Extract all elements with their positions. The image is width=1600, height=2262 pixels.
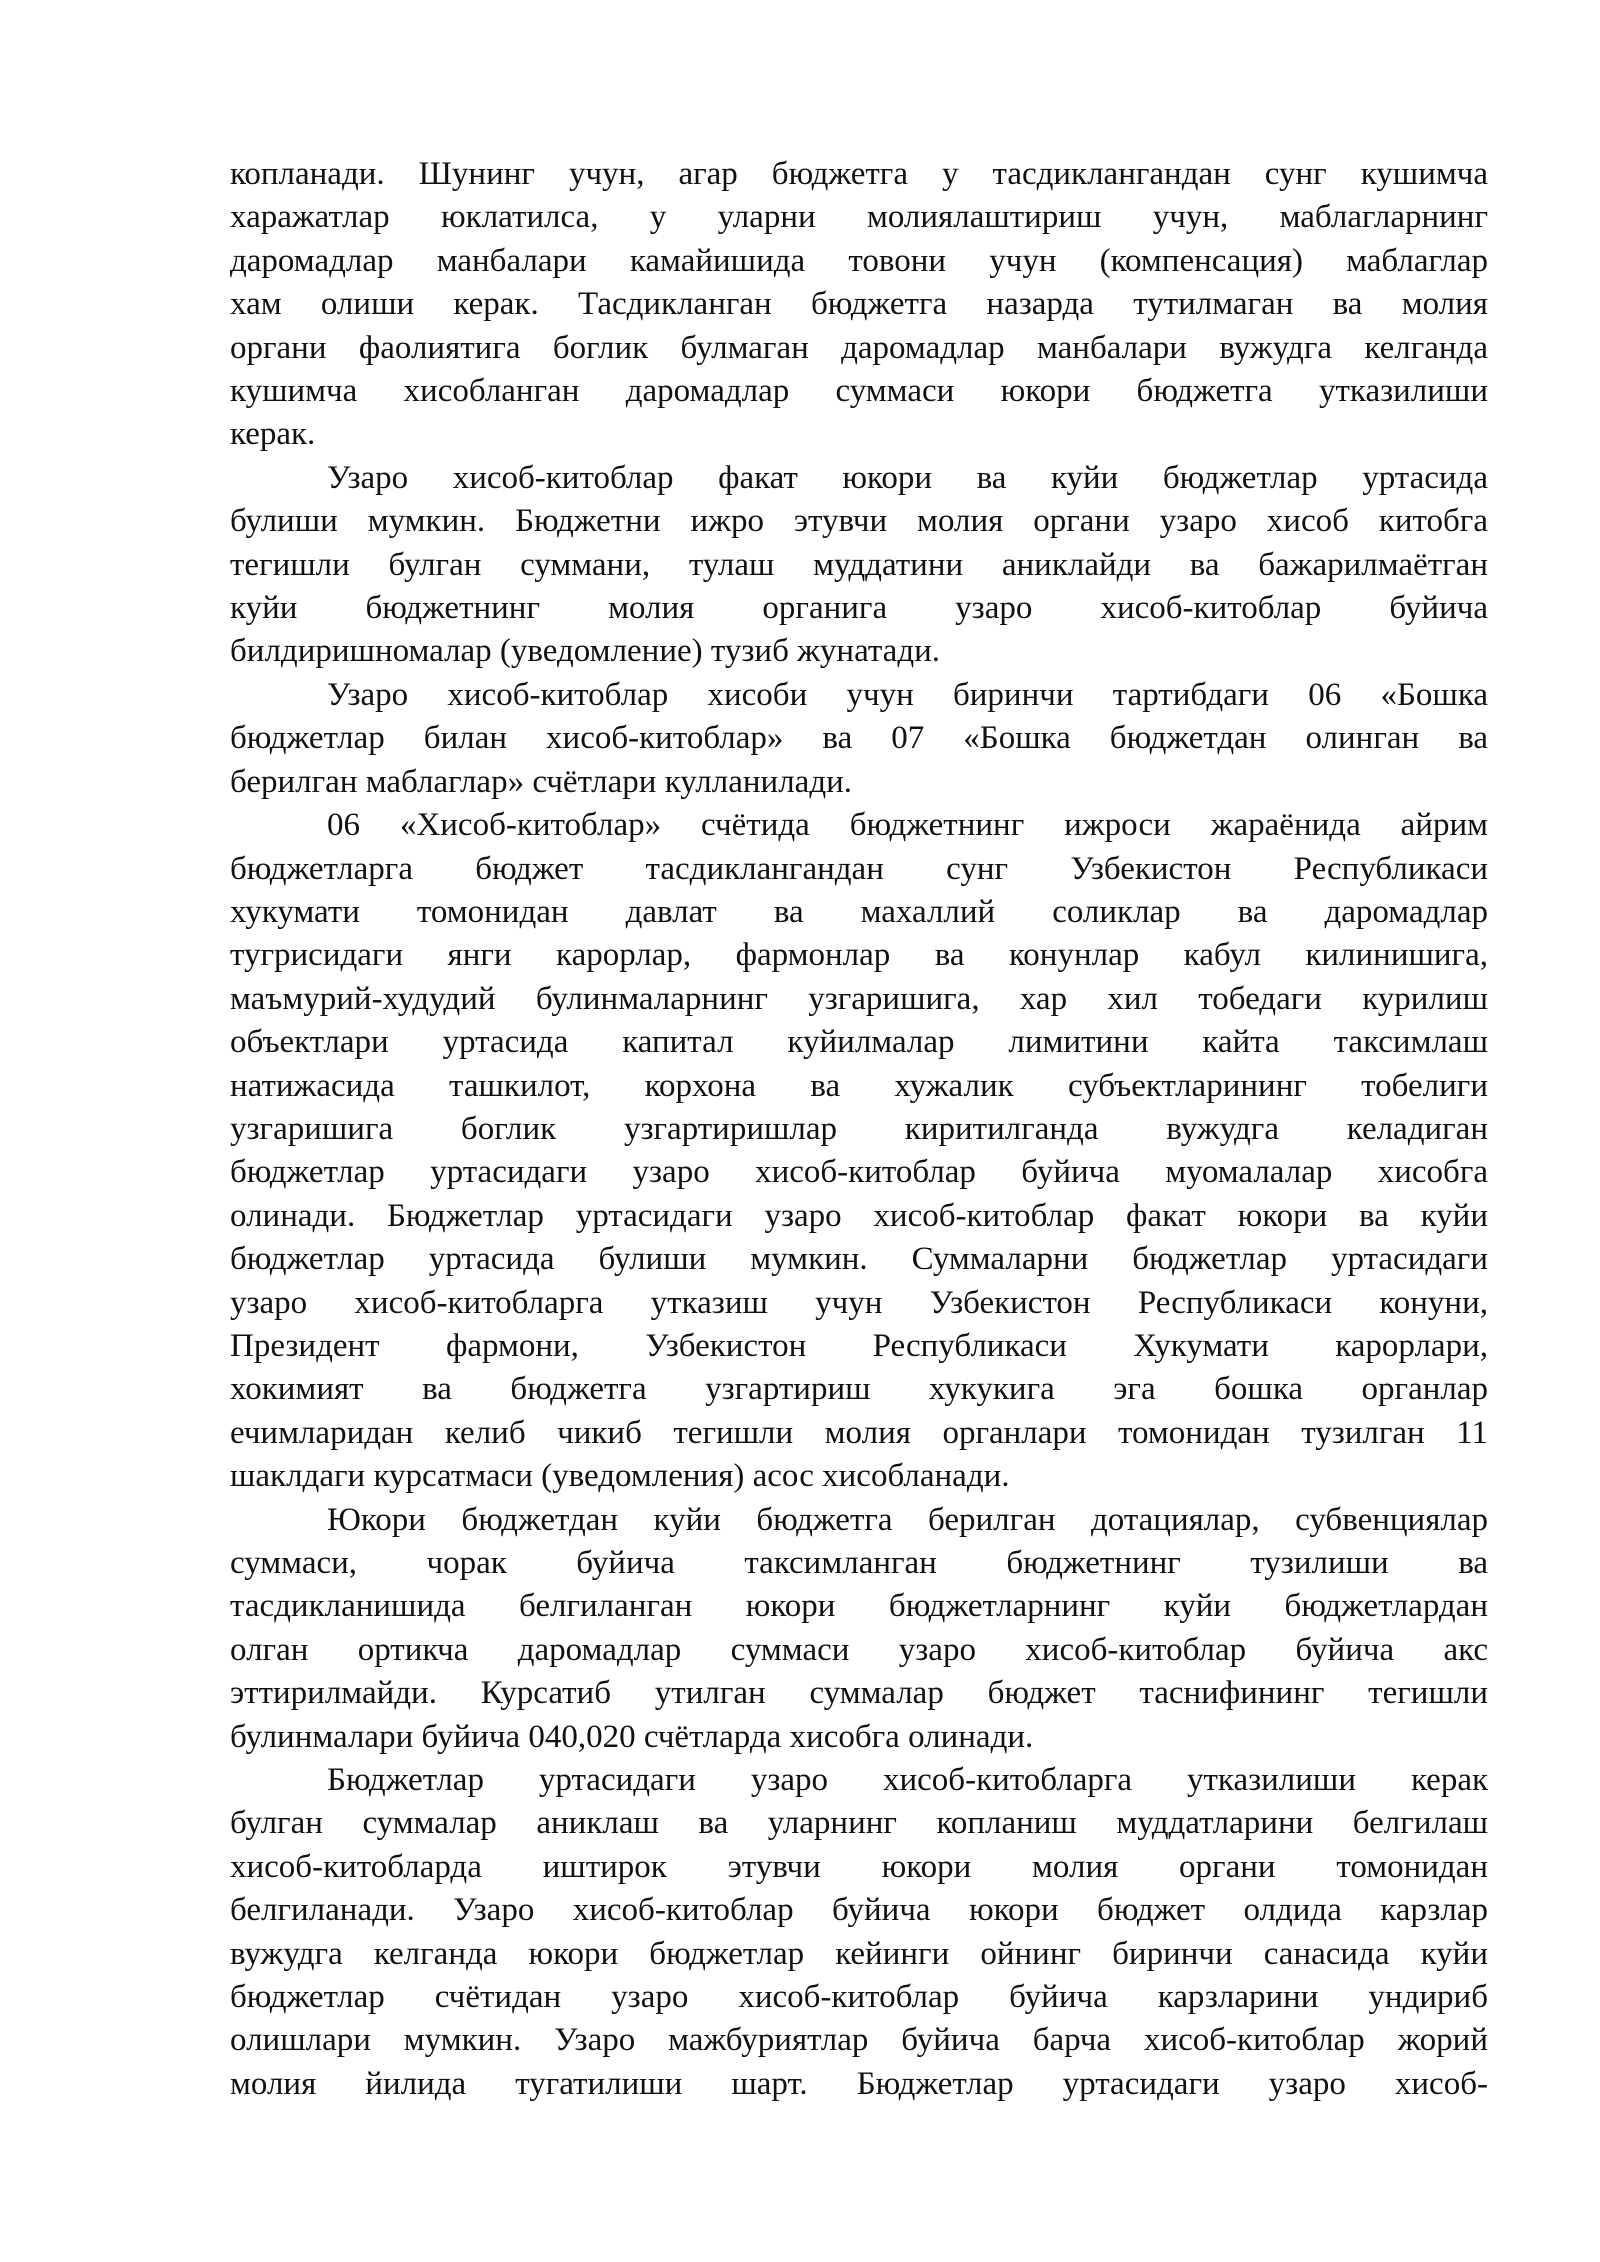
text-line: бюджетлар уртасидаги узаро хисоб-китоблар буйича муомалалар хисобга [230,1154,1488,1191]
text-line: узгаришига боглик узгартиришлар киритилганда вужудга келадиган [230,1110,1488,1147]
paragraph [230,153,1488,457]
text-line: кушимча хисобланган даромадлар суммаси юкори бюджетга утказилиши [230,373,1488,410]
text-line: 06 «Хисоб-китоблар» счётида бюджетнинг ижроси жараёнида айрим [327,807,1488,844]
text-line: булиши мумкин. Бюджетни ижро этувчи молия органи узаро хисоб китобга [230,503,1488,540]
text-line: маъмурий-худудий булинмаларнинг узгаришига, хар хил тобедаги курилиш [230,980,1488,1017]
text-line: керак. [230,416,316,453]
paragraph [230,1759,1488,2106]
text-line: даромадлар манбалари камайишида товони учун (компенсация) маблаглар [230,242,1488,279]
text-line: суммаси, чорак буйича таксимланган бюджетнинг тузилиши ва [230,1545,1488,1581]
text-line: харажатлар юклатилса, у уларни молиялаштириш учун, маблагларнинг [230,199,1488,236]
text-line: белгиланади. Узаро хисоб-китоблар буйича юкори бюджет олдида карзлар [230,1892,1488,1929]
text-line: булган суммалар аниклаш ва уларнинг копланиш муддатларини белгилаш [230,1805,1488,1842]
text-line: Узаро хисоб-китоблар хисоби учун биринчи тартибдаги 06 «Бошка [327,676,1488,713]
text-line: олишлари мумкин. Узаро мажбуриятлар буйича барча хисоб-китоблар жорий [230,2022,1488,2059]
document-body [230,153,1488,2106]
text-line: хисоб-китобларда иштирок этувчи юкори молия органи томонидан [230,1848,1488,1885]
text-line: Юкори бюджетдан куйи бюджетга берилган дотациялар, субвенциялар [327,1501,1488,1538]
text-line: шаклдаги курсатмаси (уведомления) асос хисобланади. [230,1458,1010,1495]
text-line: объектлари уртасида капитал куйилмалар лимитини кайта таксимлаш [230,1024,1488,1061]
text-line: бюджетлар уртасида булиши мумкин. Суммаларни бюджетлар уртасидаги [230,1241,1488,1278]
text-line: натижасида ташкилот, корхона ва хужалик субъектларининг тобелиги [230,1067,1488,1104]
paragraph [230,1499,1488,1759]
paragraph [230,674,1488,804]
text-line: Узаро хисоб-китоблар факат юкори ва куйи бюджетлар уртасида [327,459,1488,496]
text-line: олинади. Бюджетлар уртасидаги узаро хисоб-китоблар факат юкори ва куйи [230,1197,1488,1234]
paragraph [230,804,1488,1499]
text-line: хам олиши керак. Тасдикланган бюджетга назарда тутилмаган ва молия [230,286,1488,323]
paragraph [230,457,1488,674]
text-line: Бюджетлар уртасидаги узаро хисоб-китобларга утказилиши керак [327,1762,1488,1799]
text-line: булинмалари буйича 040,020 счётларда хисобга олинади. [230,1718,1034,1755]
text-line: олган ортикча даромадлар суммаси узаро хисоб-китоблар буйича акс [230,1631,1488,1668]
text-line: копланади. Шунинг учун, агар бюджетга у тасдиклангандан сунг кушимча [230,156,1488,192]
text-line: бюджетлар счётидан узаро хисоб-китоблар буйича карзларини ундириб [230,1979,1488,2016]
text-line: хукумати томонидан давлат ва махаллий соликлар ва даромадлар [230,893,1488,930]
text-line: вужудга келганда юкори бюджетлар кейинги ойнинг биринчи санасида куйи [230,1935,1488,1972]
text-line: куйи бюджетнинг молия органига узаро хисоб-китоблар буйича [230,590,1488,627]
text-line: билдиришномалар (уведомление) тузиб жунатади. [230,633,941,670]
text-line: ечимларидан келиб чикиб тегишли молия органлари томонидан тузилган 11 [230,1414,1488,1451]
text-line: молия йилида тугатилиши шарт. Бюджетлар уртасидаги узаро хисоб- [230,2065,1488,2102]
text-line: бюджетлар билан хисоб-китоблар» ва 07 «Бошка бюджетдан олинган ва [230,720,1488,757]
text-line: эттирилмайди. Курсатиб утилган суммалар бюджет таснифининг тегишли [230,1675,1488,1712]
text-line: бюджетларга бюджет тасдиклангандан сунг Узбекистон Республикаси [230,850,1488,887]
text-line: Президент фармони, Узбекистон Республикаси Хукумати карорлари, [230,1327,1488,1364]
text-line: узаро хисоб-китобларга утказиш учун Узбекистон Республикаси конуни, [230,1284,1488,1321]
text-line: тасдикланишида белгиланган юкори бюджетларнинг куйи бюджетлардан [230,1588,1488,1625]
text-line: органи фаолиятига боглик булмаган даромадлар манбалари вужудга келганда [230,329,1488,366]
text-line: тегишли булган суммани, тулаш муддатини аниклайди ва бажарилмаётган [230,546,1488,583]
text-line: хокимият ва бюджетга узгартириш хукукига эга бошка органлар [230,1371,1488,1408]
text-line: берилган маблаглар» счётлари кулланилади. [230,763,853,800]
text-line: тугрисидаги янги карорлар, фармонлар ва конунлар кабул килинишига, [230,937,1488,974]
